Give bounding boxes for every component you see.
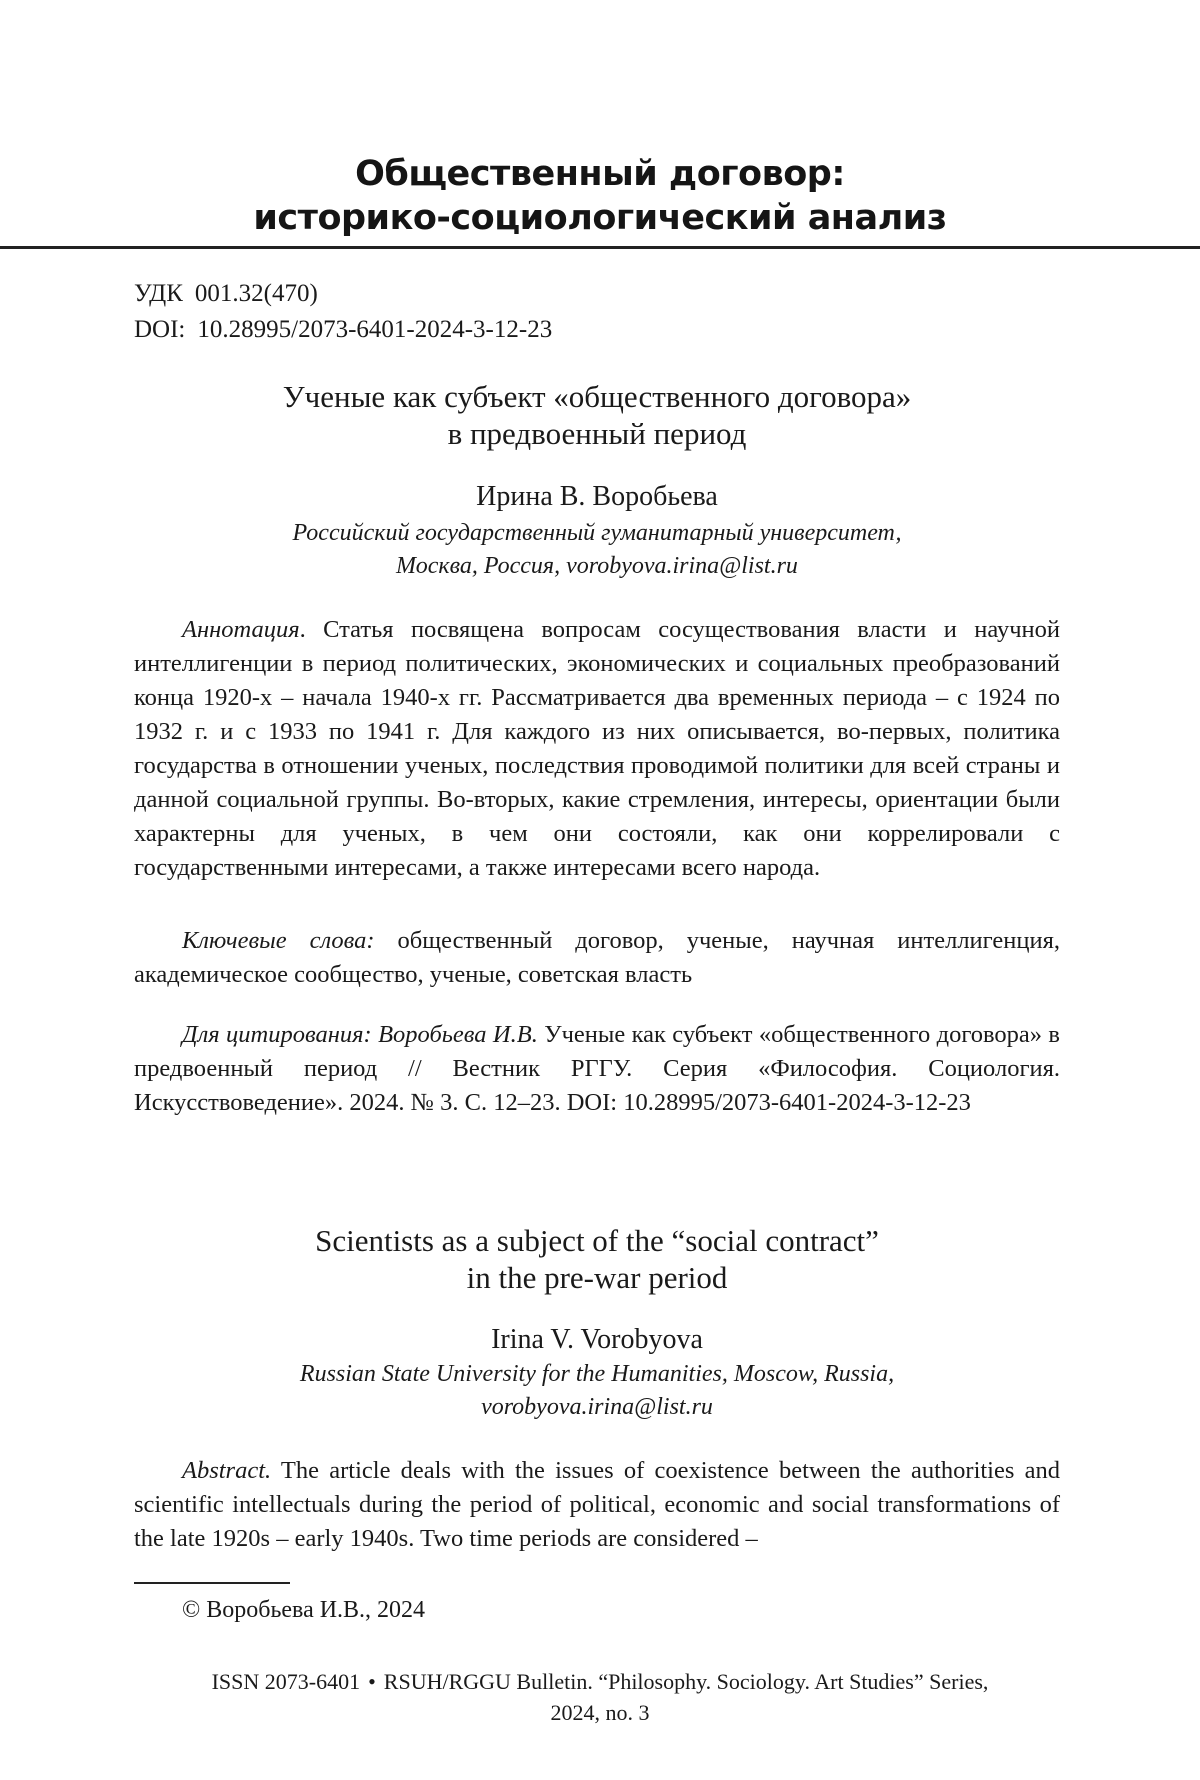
en-affiliation	[134, 1358, 1060, 1424]
en-abstract	[134, 1454, 1060, 1556]
ru-keywords	[134, 924, 1060, 992]
header-rule	[0, 246, 1200, 249]
section-header-line2: историко-социологический анализ	[253, 198, 947, 238]
ru-citation	[134, 1018, 1060, 1120]
ru-keywords-text: общественный договор, ученые, научная интеллигенция, академическое сообщество, ученые, советская власть	[134, 927, 1060, 988]
en-author-name: Irina V. Vorobyova	[491, 1324, 703, 1355]
ru-cite-text: Ученые как субъект «общественного договора» в предвоенный период // Вестник РГГУ. Серия «Философия. Социология. Искусствоведение». 2024. № 3. С. 12–23. DOI: 10.28995/2073-​6401-2024-3-12-23	[134, 1021, 1060, 1116]
en-title-line1: Scientists as a subject of the “social contract”	[315, 1223, 879, 1258]
ru-keywords-label: Ключевые слова:	[182, 927, 375, 954]
footnote-rule	[134, 1582, 290, 1584]
ru-affil-line1: Российский государственный гуманитарный университет,	[292, 520, 902, 546]
en-affil-line1: Russian State University for the Humanities, Moscow, Russia,	[299, 1361, 895, 1387]
article-meta	[134, 276, 1060, 348]
ru-affiliation	[134, 517, 1060, 583]
doi-value: 10.28995/2073-6401-2024-3-12-23	[197, 316, 553, 343]
doi-row	[134, 312, 1060, 348]
en-abstract-text: The article deals with the issues of coexistence between the authorities and scientific intellectuals during the period of political, economic and social transformations of the late 1920s – early 1940s. Two time periods are considered –	[134, 1457, 1060, 1552]
ru-title-line2: в предвоенный период	[447, 416, 747, 451]
en-affil-line2: vorobyova.irina@list.ru	[481, 1394, 713, 1420]
udk-value: 001.32(470)	[194, 280, 318, 307]
footer-line1	[0, 1666, 1200, 1697]
doi-label: DOI:	[134, 316, 186, 343]
footer-issue: 2024, no. 3	[550, 1700, 650, 1725]
ru-title-line1: Ученые как субъект «общественного договора»	[282, 379, 912, 414]
ru-cite-label: Для цитирования	[182, 1021, 364, 1048]
footer-separator: •	[368, 1669, 376, 1694]
ru-article-title	[134, 378, 1060, 452]
udk-row	[134, 276, 1060, 312]
en-article-title	[134, 1222, 1060, 1296]
en-title-line2: in the pre-war period	[466, 1260, 728, 1295]
footer-journal: RSUH/RGGU Bulletin. “Philosophy. Sociology. Art Studies” Series,	[383, 1669, 989, 1694]
copyright-footnote: © Воробьева И.В., 2024	[182, 1597, 426, 1623]
ru-abstract-text: . Статья посвящена вопросам сосуществования власти и научной интеллигенции в период политических, экономических и социальных преобразований конца 1920-х – начала 1940-х гг. Рассматривается два временных периода – с 1924 по 1932 г. и с 1933 по 1941 г. Для каждого из них описывается, во-первых, политика государства в отношении ученых, последствия проводимой политики для всей страны и данной социальной группы. Во-вторых, какие стремления, интересы, ориентации были характерны для ученых, в чем они состояли, как они коррелировали с государственными интересами, а также интересами всего народа.	[134, 616, 1060, 881]
section-header-line1: Общественный договор:	[355, 154, 845, 194]
section-header	[0, 152, 1200, 240]
ru-abstract	[134, 613, 1060, 885]
footer-issn: ISSN 2073-6401	[211, 1669, 361, 1694]
ru-cite-author: : Воробьева И.В.	[363, 1021, 538, 1048]
ru-affil-line2: Москва, Россия, vorobyova.irina@list.ru	[396, 553, 798, 579]
udk-label: УДК	[134, 280, 183, 307]
ru-abstract-label: Аннотация	[182, 616, 300, 643]
page-footer	[0, 1666, 1200, 1728]
ru-author-name: Ирина В. Воробьева	[476, 481, 718, 512]
en-abstract-label: Abstract.	[182, 1457, 272, 1484]
